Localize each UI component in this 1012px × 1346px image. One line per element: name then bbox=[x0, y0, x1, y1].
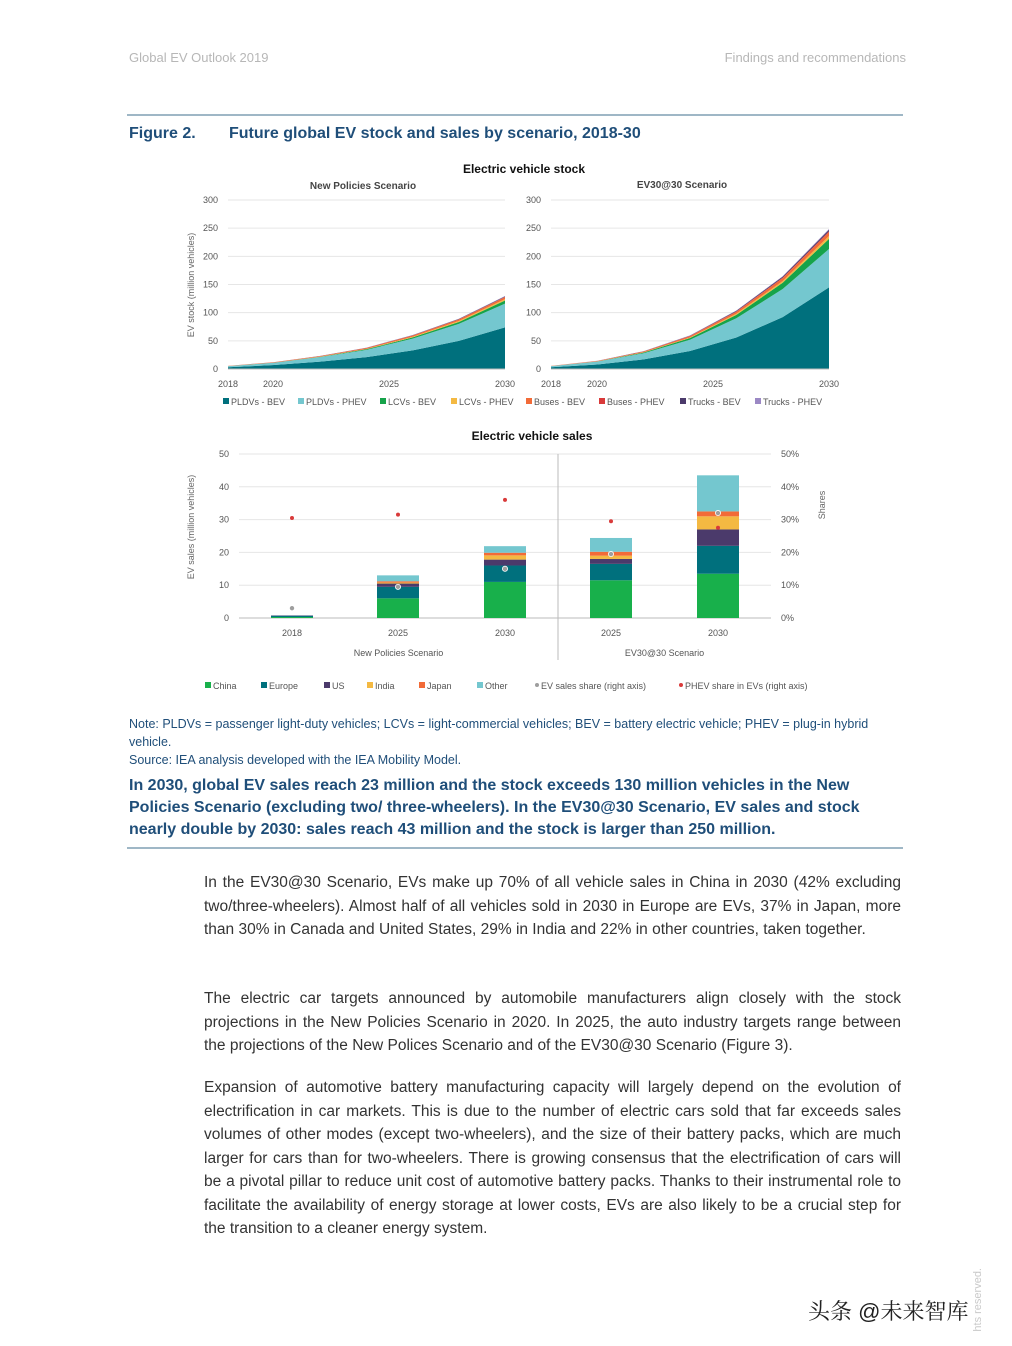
sales-bar-china bbox=[697, 574, 739, 618]
stock-right-y-tick: 300 bbox=[525, 195, 541, 205]
sales-legend-label-china: China bbox=[213, 681, 237, 691]
header-right: Findings and recommendations bbox=[724, 50, 906, 65]
stock-right-y-tick: 200 bbox=[525, 251, 541, 262]
bottom-rule bbox=[127, 847, 903, 849]
stock-legend-swatch-pldvs-bev bbox=[223, 398, 229, 404]
stock-right-y-tick: 250 bbox=[525, 223, 541, 234]
sales-bar-other bbox=[484, 546, 526, 553]
stock-legend-swatch-pldvs-phev bbox=[298, 398, 304, 404]
stock-left-y-tick: 250 bbox=[202, 223, 218, 234]
stock-right-plot bbox=[526, 195, 839, 389]
sales-y-tick: 10 bbox=[218, 580, 229, 591]
sales-plot bbox=[219, 449, 799, 660]
stock-right-y-tick: 0 bbox=[535, 364, 541, 374]
ev-share-marker bbox=[715, 510, 720, 515]
sales-bar-us bbox=[484, 560, 526, 566]
sales-legend-swatch-us bbox=[324, 682, 330, 688]
stock-legend bbox=[223, 397, 822, 407]
stock-right-x-tick: 2018 bbox=[540, 379, 562, 389]
stock-right-y-tick: 50 bbox=[530, 335, 541, 346]
stock-left-y-tick: 300 bbox=[202, 195, 218, 205]
stock-right-y-tick: 100 bbox=[525, 307, 541, 318]
sales-legend-swatch-europe bbox=[261, 682, 267, 688]
stock-legend-label-trucks-phev: Trucks - PHEV bbox=[763, 397, 823, 407]
sales-y-axis-label: EV sales (million vehicles) bbox=[186, 474, 196, 580]
stock-left-subtitle: New Policies Scenario bbox=[309, 181, 417, 192]
stock-right-x-tick: 2030 bbox=[818, 379, 840, 389]
sales-bar-japan bbox=[377, 581, 419, 582]
sales-legend-label-other: Other bbox=[485, 681, 508, 691]
stock-legend-label-lcvs-bev: LCVs - BEV bbox=[388, 397, 437, 407]
sales-legend-label-india: India bbox=[375, 681, 395, 691]
sales-x-tick: 2025 bbox=[600, 628, 622, 638]
sales-legend-marker-phev-share-in-evs-right-axis bbox=[679, 683, 683, 687]
sales-y-tick: 20 bbox=[218, 547, 229, 558]
stock-right-subtitle: EV30@30 Scenario bbox=[636, 180, 728, 191]
ev-share-marker bbox=[395, 584, 400, 589]
phev-share-marker bbox=[503, 498, 507, 502]
sales-legend-label-us: US bbox=[332, 681, 345, 691]
sales-y-tick: 0 bbox=[223, 613, 229, 623]
stock-left-x-tick: 2030 bbox=[494, 379, 516, 389]
sales-bar-other bbox=[590, 538, 632, 552]
sales-y2-tick: 40% bbox=[781, 481, 800, 492]
sales-group-label: New Policies Scenario bbox=[353, 648, 444, 658]
sales-bar-india bbox=[484, 555, 526, 559]
sales-bar-china bbox=[271, 617, 313, 618]
phev-share-marker bbox=[290, 516, 294, 520]
sales-y-tick: 50 bbox=[218, 449, 229, 459]
stock-left-y-tick: 100 bbox=[202, 307, 218, 318]
stock-legend-swatch-buses-phev bbox=[599, 398, 605, 404]
stock-left-y-tick: 150 bbox=[202, 279, 218, 290]
stock-left-x-tick: 2020 bbox=[262, 379, 284, 389]
stock-right-y-tick: 150 bbox=[525, 279, 541, 290]
sales-x-tick: 2018 bbox=[281, 628, 303, 638]
stock-legend-swatch-lcvs-phev bbox=[451, 398, 457, 404]
note-text: Note: PLDVs = passenger light-duty vehicles; LCVs = light-commercial vehicles; BEV = battery electric vehicle; PHEV = plug-in hybrid vehicle. bbox=[129, 717, 869, 749]
sales-bar-india bbox=[377, 583, 419, 584]
sales-legend-swatch-china bbox=[205, 682, 211, 688]
sales-bar-europe bbox=[271, 616, 313, 617]
sales-legend-swatch-japan bbox=[419, 682, 425, 688]
sales-chart-title: Electric vehicle sales bbox=[471, 429, 593, 443]
sales-legend-marker-ev-sales-share-right-axis bbox=[535, 683, 539, 687]
sales-legend-label-japan: Japan bbox=[427, 681, 452, 691]
sales-bar-japan bbox=[484, 553, 526, 556]
figure-title: Future global EV stock and sales by scenario, 2018-30 bbox=[229, 125, 641, 142]
phev-share-marker bbox=[609, 519, 613, 523]
sales-x-tick: 2030 bbox=[494, 628, 516, 638]
sales-bar-china bbox=[377, 598, 419, 618]
sales-y2-tick: 20% bbox=[781, 547, 800, 558]
watermark: 头条 @未来智库 bbox=[808, 1299, 969, 1324]
sales-legend bbox=[205, 681, 808, 691]
stock-legend-label-pldvs-phev: PLDVs - PHEV bbox=[306, 397, 367, 407]
sales-bar-europe bbox=[590, 564, 632, 580]
stock-legend-swatch-lcvs-bev bbox=[380, 398, 386, 404]
stock-left-plot bbox=[203, 195, 515, 389]
ev-share-marker bbox=[502, 566, 507, 571]
sales-y2-tick: 10% bbox=[781, 580, 800, 591]
paragraph-1: In the EV30@30 Scenario, EVs make up 70% of all vehicle sales in China in 2030 (42% excluding two/three-wheelers). Almost half of all vehicles sold in 2030 in Europe are EVs, 37% in Japan, more than 30% in Canada and United States, 29% in India and 22% in other countries, taken together. bbox=[204, 874, 901, 938]
sales-bar-us bbox=[590, 559, 632, 564]
figure-note bbox=[129, 715, 904, 769]
sales-group-label: EV30@30 Scenario bbox=[624, 648, 705, 658]
stock-legend-swatch-trucks-phev bbox=[755, 398, 761, 404]
source-text: Source: IEA analysis developed with the IEA Mobility Model. bbox=[129, 753, 462, 767]
ev-share-marker bbox=[608, 551, 613, 556]
sales-legend-label-ev-sales-share-right-axis: EV sales share (right axis) bbox=[541, 681, 647, 691]
sales-x-tick: 2030 bbox=[707, 628, 729, 638]
stock-left-y-tick: 200 bbox=[202, 251, 218, 262]
phev-share-marker bbox=[716, 526, 720, 530]
sales-bar-china bbox=[590, 580, 632, 618]
phev-share-marker bbox=[396, 513, 400, 517]
stock-left-y-tick: 50 bbox=[207, 335, 218, 346]
sales-bar-other bbox=[697, 475, 739, 511]
sales-x-tick: 2025 bbox=[387, 628, 409, 638]
sales-bar-us bbox=[697, 529, 739, 545]
key-message: In 2030, global EV sales reach 23 million and the stock exceeds 130 million vehicles in the New Policies Scenario (excluding two/ three-wheelers). In the EV30@30 Scenario, EV sales and stock nearly double by 2030: sales reach 43 million and the stock is larger than 250 million. bbox=[129, 777, 860, 838]
sales-y-tick: 40 bbox=[218, 481, 229, 492]
sales-bar-other bbox=[377, 575, 419, 581]
stock-legend-swatch-trucks-bev bbox=[680, 398, 686, 404]
stock-chart-title: Electric vehicle stock bbox=[462, 162, 586, 176]
stock-right-x-tick: 2025 bbox=[702, 379, 724, 389]
stock-legend-label-trucks-bev: Trucks - BEV bbox=[688, 397, 741, 407]
sales-legend-label-phev-share-in-evs-right-axis: PHEV share in EVs (right axis) bbox=[685, 681, 808, 691]
side-rights-text: hts reserved. bbox=[972, 1268, 984, 1332]
figure-label: Figure 2. bbox=[129, 125, 196, 142]
stock-left-y-tick: 0 bbox=[212, 364, 218, 374]
sales-y2-tick: 0% bbox=[781, 613, 795, 623]
stock-right-x-tick: 2020 bbox=[586, 379, 608, 389]
sales-bar-china bbox=[484, 582, 526, 618]
sales-y2-tick: 30% bbox=[781, 514, 800, 525]
sales-bar-europe bbox=[697, 546, 739, 574]
stock-legend-label-pldvs-bev: PLDVs - BEV bbox=[231, 397, 286, 407]
sales-legend-swatch-india bbox=[367, 682, 373, 688]
sales-y-tick: 30 bbox=[218, 514, 229, 525]
stock-legend-label-lcvs-phev: LCVs - PHEV bbox=[459, 397, 514, 407]
ev-share-marker bbox=[289, 606, 294, 611]
paragraph-3: Expansion of automotive battery manufacturing capacity will largely depend on the evolution of electrification in car markets. This is due to the number of electric cars sold that far exceeds sales volumes of other modes (except two-wheelers), and the size of their battery packs, which are much larger for cars than for two-wheelers. There is growing consensus that the electrification of cars will be a pivotal pillar to reduce unit cost of automotive battery packs. Thanks to their instrumental role to facilitate the availability of energy storage at lower costs, EVs are also likely to be a crucial step for the transition to a cleaner energy system. bbox=[204, 1079, 901, 1237]
stock-left-x-tick: 2025 bbox=[378, 379, 400, 389]
stock-y-axis-label: EV stock (million vehicles) bbox=[186, 232, 196, 338]
paragraph-2: The electric car targets announced by automobile manufacturers align closely with the stock projections in the New Policies Scenario in 2020. In 2025, the auto industry targets range between the projections of the New Polices Scenario and of the EV30@30 Scenario (Figure 3). bbox=[204, 990, 901, 1054]
stock-left-x-tick: 2018 bbox=[217, 379, 239, 389]
sales-legend-swatch-other bbox=[477, 682, 483, 688]
stock-legend-label-buses-bev: Buses - BEV bbox=[534, 397, 586, 407]
stock-legend-swatch-buses-bev bbox=[526, 398, 532, 404]
stock-legend-label-buses-phev: Buses - PHEV bbox=[607, 397, 665, 407]
sales-y2-axis-label: Shares bbox=[817, 490, 827, 520]
sales-legend-label-europe: Europe bbox=[269, 681, 299, 691]
header-left: Global EV Outlook 2019 bbox=[129, 50, 269, 65]
sales-y2-tick: 50% bbox=[781, 449, 800, 459]
